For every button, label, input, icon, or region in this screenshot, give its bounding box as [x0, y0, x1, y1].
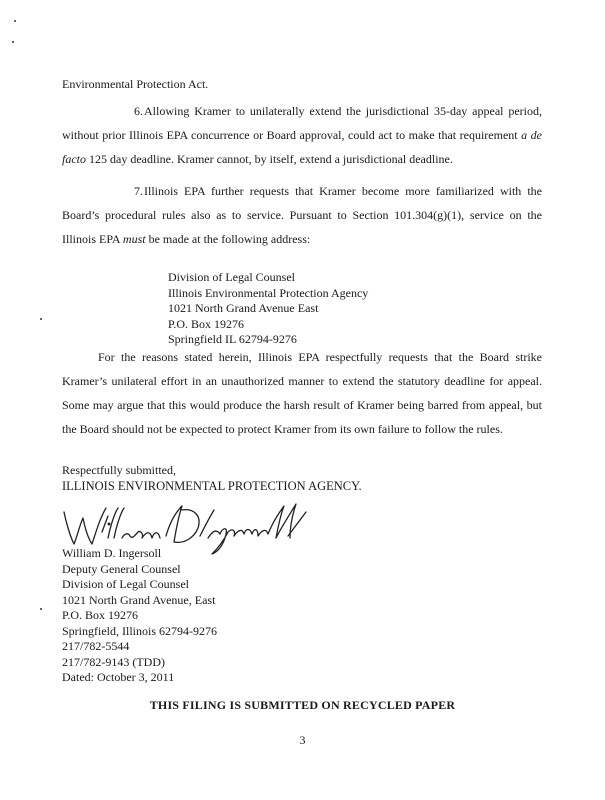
emphasis-text: a de facto	[62, 128, 543, 166]
signer-title: Deputy General Counsel	[62, 561, 181, 576]
closing-salutation: Respectfully submitted,	[62, 463, 176, 477]
signer-po-box: P.O. Box 19276	[62, 608, 139, 622]
recycled-paper-note: THIS FILING IS SUBMITTED ON RECYCLED PAPER	[149, 698, 456, 712]
scan-speck	[40, 608, 42, 610]
paragraph-number: 6.	[134, 104, 143, 118]
signer-phone: 217/782-5544	[62, 639, 130, 653]
signer-name: William D. Ingersoll	[62, 546, 162, 560]
scan-speck	[14, 20, 16, 22]
signer-division: Division of Legal Counsel	[62, 577, 189, 591]
paragraph-number: 7.	[134, 184, 143, 198]
continuation-line: Environmental Protection Act.	[62, 77, 209, 91]
emphasis-text: must	[122, 232, 146, 246]
signer-city: Springfield, Illinois 62794-9276	[62, 623, 217, 638]
address-line: 1021 North Grand Avenue East	[168, 301, 319, 315]
signer-tdd: 217/782-9143 (TDD)	[62, 654, 165, 669]
scan-speck	[12, 41, 14, 43]
page-number: 3	[299, 733, 306, 747]
conclusion-paragraph: For the reasons stated herein, Illinois EPA respectfully requests that the Board strike Kramer’s unilateral effort in an unauthorized manner to extend the statutory deadline for appeal. Some may argue that this would produce the harsh result of Kramer being barred from appeal, but the Board should not be expected to protect Kramer from its own failure to follow the rules.	[62, 350, 542, 436]
closing-block	[62, 463, 362, 494]
paragraph-7: 7.Illinois EPA further requests that Kramer become more familiarized with the Board’s procedural rules also as to service. Pursuant to Section 101.304(g)(1), service on the Illinois EPA must be made at the following address:	[62, 179, 542, 251]
signature-block	[62, 546, 217, 686]
address-line: P.O. Box 19276	[168, 316, 245, 331]
address-line: Illinois Environmental Protection Agency	[168, 285, 369, 300]
signer-street: 1021 North Grand Avenue, East	[62, 592, 216, 607]
service-address	[168, 270, 368, 348]
signature-date: Dated: October 3, 2011	[62, 670, 175, 684]
paragraph-6: 6.Allowing Kramer to unilaterally extend the jurisdictional 35-day appeal period, without prior Illinois EPA concurrence or Board approval, could act to make that requirement a de facto 125 day deadline. Kramer cannot, by itself, extend a jurisdictional deadline.	[62, 99, 542, 171]
closing-agency: ILLINOIS ENVIRONMENTAL PROTECTION AGENCY.	[62, 478, 362, 493]
address-line: Division of Legal Counsel	[168, 270, 295, 284]
address-line: Springfield IL 62794-9276	[168, 332, 297, 346]
scan-speck	[40, 318, 42, 320]
